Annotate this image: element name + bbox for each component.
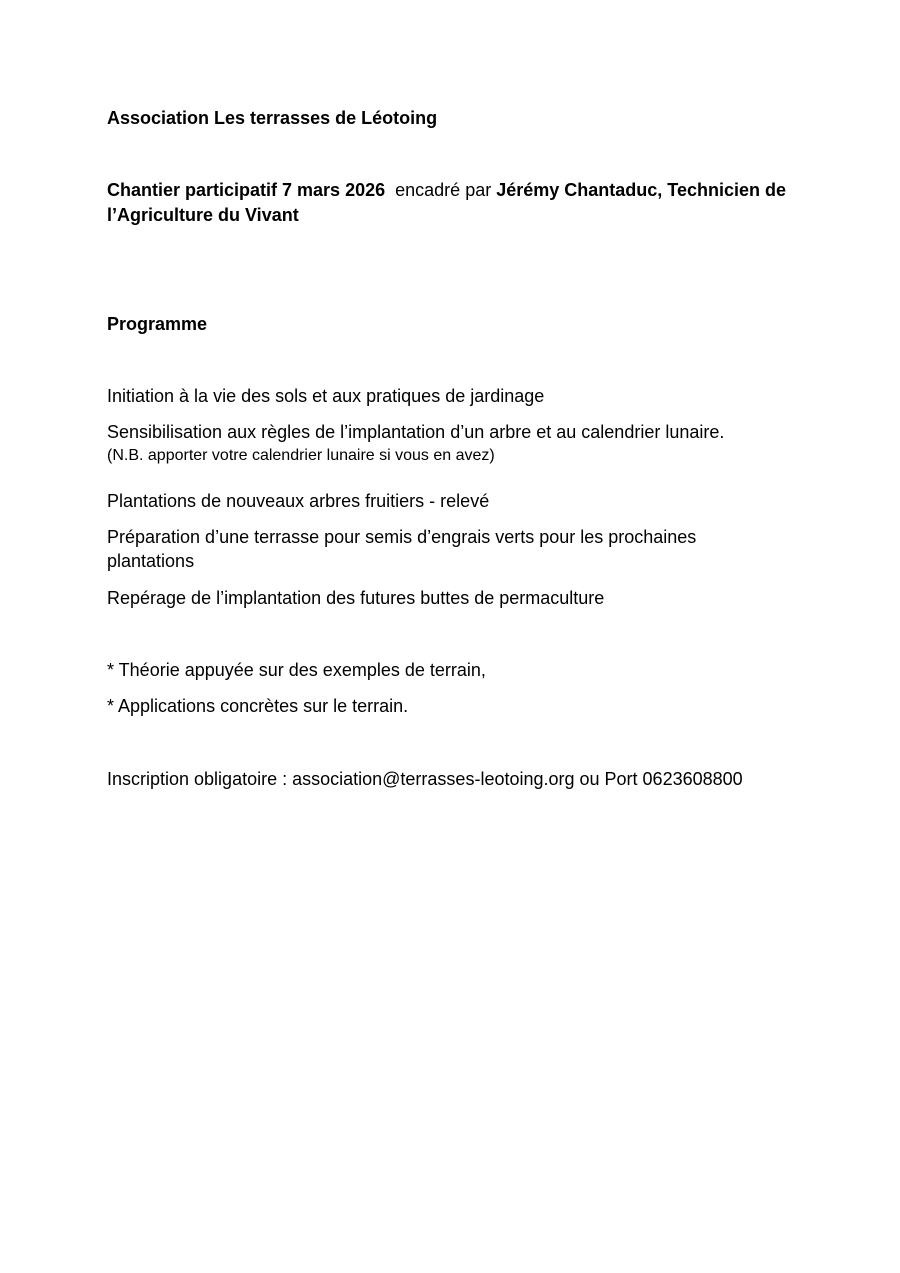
programme-item-tree-planting: Sensibilisation aux règles de l’implantation d’un arbre et au calendrier lunaire.: [107, 422, 725, 442]
event-title-line: [107, 178, 786, 202]
programme-heading: Programme: [107, 314, 208, 334]
note-theory: * Théorie appuyée sur des exemples de terrain,: [107, 660, 486, 680]
event-title: Chantier participatif 7 mars 2026: [107, 180, 386, 200]
registration-info: Inscription obligatoire : association@terrasses-leotoing.org ou Port 0623608800: [107, 769, 743, 789]
note-applications: * Applications concrètes sur le terrain.: [107, 696, 409, 716]
programme-item-permaculture: Repérage de l’implantation des futures buttes de permaculture: [107, 588, 605, 608]
programme-item-note: (N.B. apporter votre calendrier lunaire si vous en avez): [107, 447, 495, 464]
programme-item-soil: Initiation à la vie des sols et aux pratiques de jardinage: [107, 386, 545, 406]
programme-item-fruit-trees: Plantations de nouveaux arbres fruitiers - relevé: [107, 491, 490, 511]
event-leader-line1: Jérémy Chantaduc, Technicien de: [496, 180, 786, 200]
programme-item-terrace-line2: plantations: [107, 551, 195, 571]
programme-item-terrace-line1: Préparation d’une terrasse pour semis d’engrais verts pour les prochaines: [107, 527, 697, 547]
association-title: Association Les terrasses de Léotoing: [107, 108, 438, 128]
event-connector: encadré par: [395, 180, 492, 200]
event-leader-line2: l’Agriculture du Vivant: [107, 205, 299, 225]
